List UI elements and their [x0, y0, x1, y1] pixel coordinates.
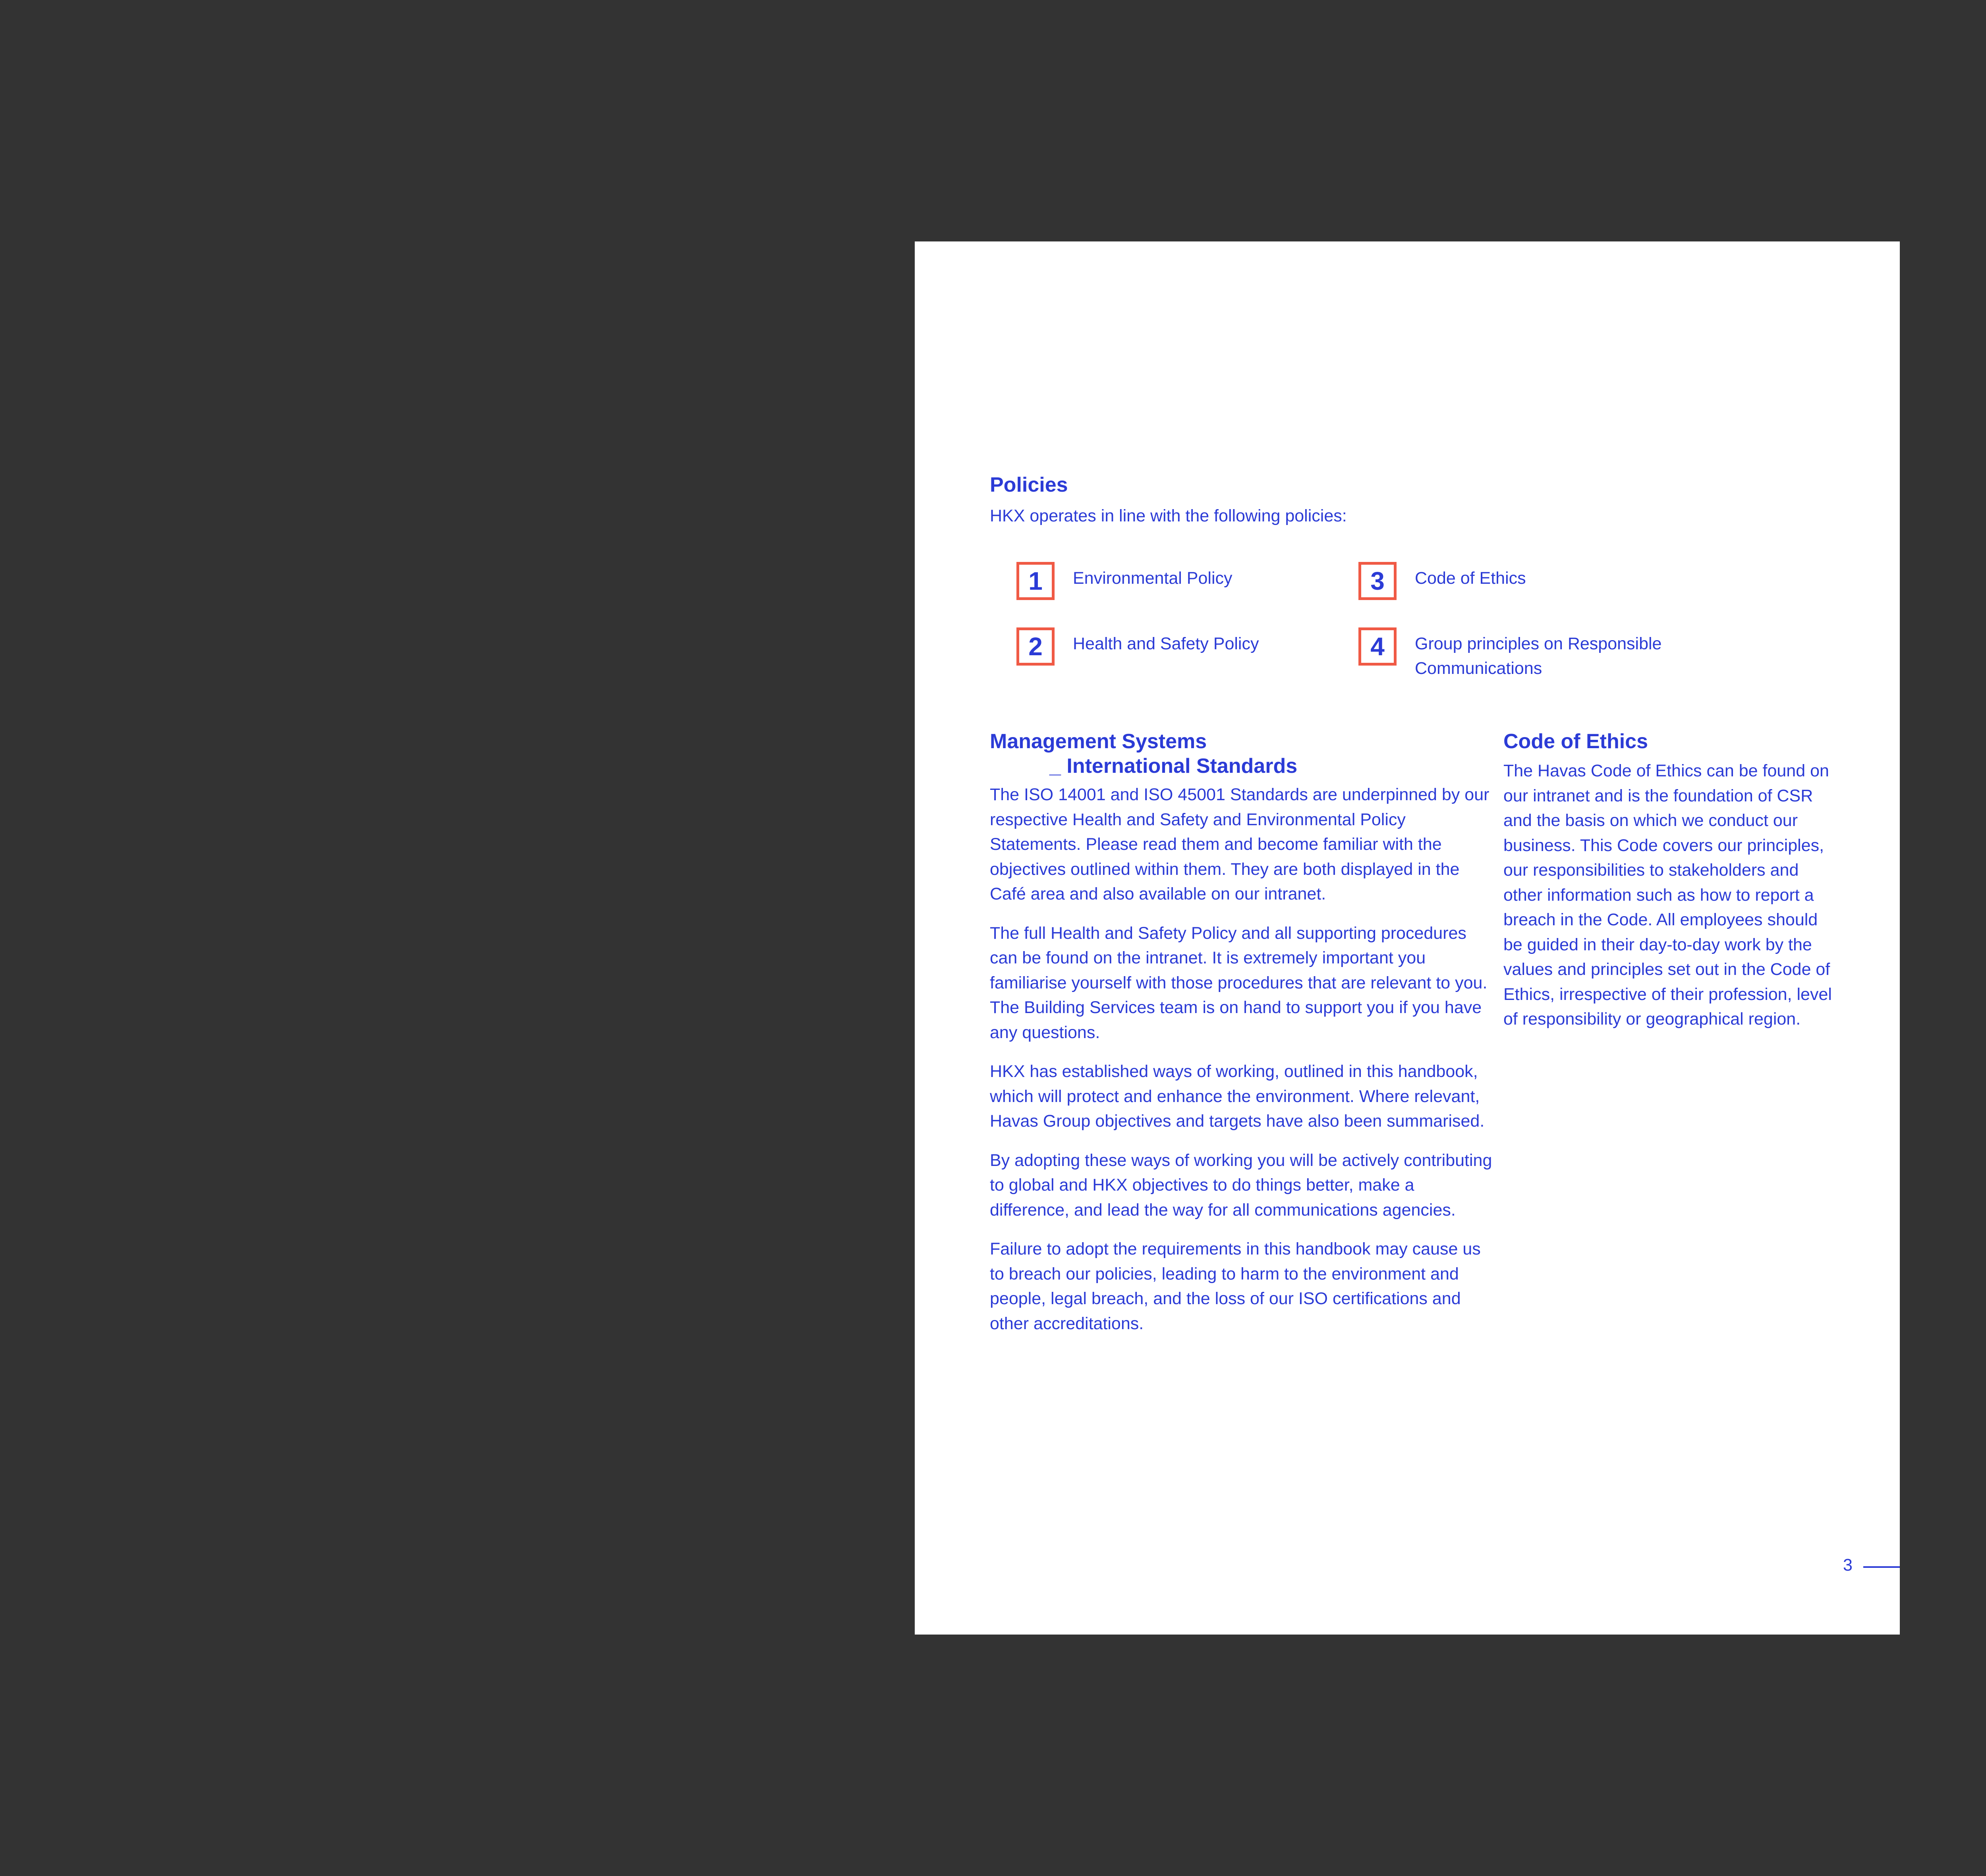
management-paragraph: Failure to adopt the requirements in this handbook may cause us to breach our policies, leading to harm to the environment and people, legal breach, and the loss of our ISO certifications and other accreditations.	[990, 1239, 1481, 1333]
page-number-rule	[1863, 1566, 1900, 1568]
management-systems-heading: Management Systems	[990, 730, 1207, 753]
code-of-ethics-paragraph: The Havas Code of Ethics can be found on our intranet and is the foundation of CSR and the basis on which we conduct our business. This Code covers our principles, our responsibilities to stakeholders and other information such as how to report a breach in the Code. All employees should be guided in their day-to-day work by the values and principles set out in the Code of Ethics, irrespective of their profession, level of responsibility or geographical region.	[1503, 761, 1832, 1029]
policy-label: Code of Ethics	[1415, 569, 1526, 588]
page-number: 3	[1843, 1556, 1853, 1575]
management-paragraph: The ISO 14001 and ISO 45001 Standards are underpinned by our respective Health and Safety and Environmental Policy Statements. Please read them and become familiar with the objectives outlined within them. They are both displayed in the Café area and also available on our intranet.	[990, 785, 1490, 903]
policy-label: Health and Safety Policy	[1073, 634, 1259, 653]
policy-item-1	[1016, 562, 1233, 600]
policy-number-badge: 1	[1016, 562, 1055, 600]
management-systems-section	[990, 729, 1494, 1350]
policy-item-4	[1358, 627, 1661, 681]
policy-number-badge: 3	[1358, 562, 1397, 600]
policy-label: Environmental Policy	[1073, 569, 1233, 588]
policy-number-badge: 2	[1016, 627, 1055, 666]
policy-number-badge: 4	[1358, 627, 1397, 666]
policies-intro: HKX operates in line with the following policies:	[990, 506, 1347, 525]
international-standards-subheading: _ International Standards	[1049, 755, 1298, 778]
code-of-ethics-heading: Code of Ethics	[1503, 730, 1648, 753]
management-paragraph: HKX has established ways of working, outlined in this handbook, which will protect and enhance the environment. Where relevant, Havas Group objectives and targets have also been summarised.	[990, 1062, 1485, 1131]
management-paragraph: By adopting these ways of working you will be actively contributing to global and HKX objectives to do things better, make a difference, and lead the way for all communications agencies.	[990, 1150, 1492, 1220]
document-page	[915, 241, 1900, 1635]
policy-item-3	[1358, 562, 1526, 600]
management-paragraph: The full Health and Safety Policy and all supporting procedures can be found on the intranet. It is extremely important you familiarise yourself with those procedures that are relevant to you. The Building Services team is on hand to support you if you have any questions.	[990, 923, 1488, 1042]
policy-item-2	[1016, 627, 1259, 666]
policy-label: Group principles on Responsible Communications	[1415, 634, 1662, 678]
policies-heading: Policies	[990, 473, 1068, 496]
code-of-ethics-section	[1503, 729, 1833, 1046]
